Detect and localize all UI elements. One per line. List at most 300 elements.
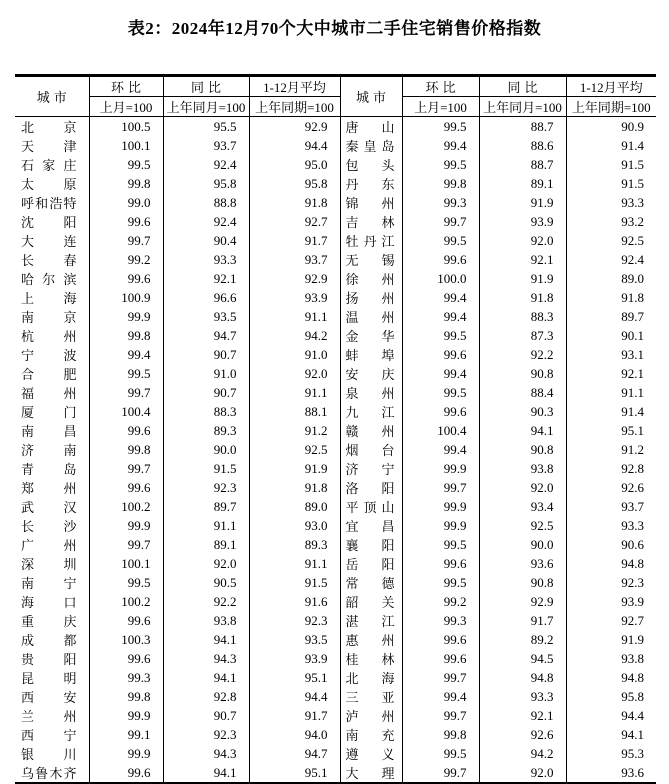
avg-value-left: 88.1 [249, 402, 340, 421]
yoy-value-left: 95.8 [163, 174, 249, 193]
city-name-left: 成都 [15, 630, 89, 649]
mom-value-right: 99.5 [402, 117, 479, 137]
mom-value-right: 99.5 [402, 383, 479, 402]
city-name-left: 深圳 [15, 554, 89, 573]
mom-value-right: 99.7 [402, 763, 479, 784]
avg-value-right: 93.6 [621, 764, 644, 780]
table-row [15, 573, 656, 592]
header-avg-left: 1-12月平均 [249, 76, 340, 97]
mom-value-left: 99.6 [89, 212, 163, 231]
yoy-value-right: 89.2 [479, 630, 566, 649]
yoy-value-right: 88.3 [479, 307, 566, 326]
mom-value-left: 99.8 [89, 174, 163, 193]
mom-value-left: 99.8 [89, 326, 163, 345]
yoy-value-right: 94.5 [479, 649, 566, 668]
table-row [15, 155, 656, 174]
mom-value-left: 99.7 [89, 231, 163, 250]
mom-value-right: 99.8 [402, 725, 479, 744]
city-name-left: 郑州 [15, 478, 89, 497]
avg-value-right: 92.8 [621, 460, 644, 476]
mom-value-right: 100.0 [402, 269, 479, 288]
city-name-right: 襄阳 [340, 535, 402, 554]
avg-value-right: 94.1 [621, 726, 644, 742]
yoy-value-left: 92.3 [163, 478, 249, 497]
header-yoy-base-left: 上年同月=100 [163, 97, 249, 117]
mom-value-left: 99.4 [89, 345, 163, 364]
city-name-right: 包头 [340, 155, 402, 174]
city-name-left: 福州 [15, 383, 89, 402]
mom-value-left: 100.5 [89, 117, 163, 137]
avg-value-right: 92.3 [621, 574, 644, 590]
avg-value-right: 93.7 [621, 498, 644, 514]
city-name-right: 洛阳 [340, 478, 402, 497]
city-name-left: 杭州 [15, 326, 89, 345]
city-name-left: 重庆 [15, 611, 89, 630]
yoy-value-right: 92.6 [479, 725, 566, 744]
yoy-value-right: 92.0 [479, 231, 566, 250]
mom-value-right: 99.7 [402, 478, 479, 497]
table-row [15, 364, 656, 383]
table-row [15, 459, 656, 478]
table-row [15, 288, 656, 307]
avg-value-right: 89.7 [621, 308, 644, 324]
city-name-left: 石家庄 [15, 155, 89, 174]
yoy-value-right: 90.8 [479, 573, 566, 592]
yoy-value-left: 92.1 [163, 269, 249, 288]
price-index-table [15, 74, 656, 784]
table-row [15, 136, 656, 155]
yoy-value-left: 88.3 [163, 402, 249, 421]
mom-value-right: 99.6 [402, 630, 479, 649]
city-name-left: 昆明 [15, 668, 89, 687]
city-name-right: 韶关 [340, 592, 402, 611]
city-name-right: 丹东 [340, 174, 402, 193]
table-row [15, 250, 656, 269]
city-name-right: 常德 [340, 573, 402, 592]
table-row [15, 649, 656, 668]
yoy-value-right: 90.8 [479, 440, 566, 459]
city-name-left: 呼和浩特 [15, 193, 89, 212]
mom-value-left: 100.2 [89, 497, 163, 516]
mom-value-right: 99.5 [402, 573, 479, 592]
avg-value-right: 91.5 [621, 175, 644, 191]
city-name-left: 乌鲁木齐 [15, 763, 89, 784]
avg-value-right: 93.9 [621, 593, 644, 609]
avg-value-right: 93.2 [621, 213, 644, 229]
city-name-left: 南京 [15, 307, 89, 326]
city-name-right: 锦州 [340, 193, 402, 212]
avg-value-right: 95.8 [621, 688, 644, 704]
avg-value-left: 92.3 [249, 611, 340, 630]
city-name-left: 合肥 [15, 364, 89, 383]
yoy-value-right: 88.6 [479, 136, 566, 155]
yoy-value-right: 93.4 [479, 497, 566, 516]
city-name-right: 岳阳 [340, 554, 402, 573]
city-name-right: 烟台 [340, 440, 402, 459]
yoy-value-right: 91.9 [479, 269, 566, 288]
mom-value-left: 99.7 [89, 459, 163, 478]
city-name-right: 宜昌 [340, 516, 402, 535]
city-name-right: 南充 [340, 725, 402, 744]
mom-value-left: 99.7 [89, 383, 163, 402]
city-name-right: 平顶山 [340, 497, 402, 516]
avg-value-right: 94.8 [621, 669, 644, 685]
yoy-value-left: 93.3 [163, 250, 249, 269]
city-name-left: 北京 [15, 117, 89, 137]
mom-value-right: 99.4 [402, 364, 479, 383]
city-name-right: 蚌埠 [340, 345, 402, 364]
yoy-value-right: 88.7 [479, 155, 566, 174]
yoy-value-right: 93.9 [479, 212, 566, 231]
yoy-value-left: 91.0 [163, 364, 249, 383]
yoy-value-left: 90.7 [163, 383, 249, 402]
mom-value-left: 99.6 [89, 269, 163, 288]
mom-value-right: 99.8 [402, 174, 479, 193]
avg-value-right: 90.1 [621, 327, 644, 343]
mom-value-left: 99.0 [89, 193, 163, 212]
table-row [15, 269, 656, 288]
table-row [15, 744, 656, 763]
yoy-value-left: 94.1 [163, 763, 249, 784]
mom-value-left: 99.1 [89, 725, 163, 744]
yoy-value-left: 90.4 [163, 231, 249, 250]
mom-value-right: 99.3 [402, 193, 479, 212]
city-name-right: 徐州 [340, 269, 402, 288]
avg-value-left: 91.1 [249, 307, 340, 326]
yoy-value-right: 94.2 [479, 744, 566, 763]
mom-value-right: 99.5 [402, 326, 479, 345]
yoy-value-left: 91.5 [163, 459, 249, 478]
mom-value-right: 99.4 [402, 307, 479, 326]
city-name-right: 惠州 [340, 630, 402, 649]
city-name-left: 西宁 [15, 725, 89, 744]
yoy-value-left: 88.8 [163, 193, 249, 212]
yoy-value-right: 94.8 [479, 668, 566, 687]
avg-value-right: 91.4 [621, 403, 644, 419]
city-name-right: 唐山 [340, 117, 402, 137]
mom-value-right: 100.4 [402, 421, 479, 440]
city-name-left: 上海 [15, 288, 89, 307]
table-header [15, 76, 656, 117]
avg-value-left: 89.0 [249, 497, 340, 516]
mom-value-right: 99.5 [402, 744, 479, 763]
yoy-value-left: 89.3 [163, 421, 249, 440]
mom-value-right: 99.4 [402, 440, 479, 459]
table-row [15, 307, 656, 326]
yoy-value-right: 92.1 [479, 250, 566, 269]
avg-value-left: 95.8 [249, 174, 340, 193]
city-name-left: 兰州 [15, 706, 89, 725]
table-row [15, 668, 656, 687]
yoy-value-left: 92.8 [163, 687, 249, 706]
city-name-left: 厦门 [15, 402, 89, 421]
table-row [15, 554, 656, 573]
city-name-left: 天津 [15, 136, 89, 155]
table-row [15, 383, 656, 402]
yoy-value-left: 92.0 [163, 554, 249, 573]
header-avg-right: 1-12月平均 [566, 76, 656, 97]
avg-value-right: 93.3 [621, 194, 644, 210]
yoy-value-right: 91.9 [479, 193, 566, 212]
mom-value-right: 99.5 [402, 535, 479, 554]
city-name-right: 泸州 [340, 706, 402, 725]
mom-value-left: 100.1 [89, 136, 163, 155]
avg-value-left: 91.7 [249, 706, 340, 725]
city-name-left: 宁波 [15, 345, 89, 364]
avg-value-right: 94.4 [621, 707, 644, 723]
city-name-right: 九江 [340, 402, 402, 421]
avg-value-right: 92.4 [621, 251, 644, 267]
mom-value-left: 100.3 [89, 630, 163, 649]
avg-value-right: 91.8 [621, 289, 644, 305]
avg-value-left: 92.0 [249, 364, 340, 383]
mom-value-left: 99.5 [89, 155, 163, 174]
city-name-left: 济南 [15, 440, 89, 459]
avg-value-left: 92.7 [249, 212, 340, 231]
city-name-right: 北海 [340, 668, 402, 687]
yoy-value-left: 92.4 [163, 155, 249, 174]
avg-value-right: 90.9 [621, 118, 644, 134]
avg-value-left: 91.0 [249, 345, 340, 364]
avg-value-right: 93.1 [621, 346, 644, 362]
avg-value-right: 91.5 [621, 156, 644, 172]
table-row [15, 763, 656, 784]
yoy-value-left: 94.7 [163, 326, 249, 345]
table-row [15, 592, 656, 611]
table-row [15, 212, 656, 231]
yoy-value-left: 89.1 [163, 535, 249, 554]
mom-value-left: 100.1 [89, 554, 163, 573]
mom-value-right: 99.6 [402, 250, 479, 269]
city-name-left: 沈阳 [15, 212, 89, 231]
avg-value-right: 89.0 [621, 270, 644, 286]
table-row [15, 193, 656, 212]
yoy-value-left: 94.3 [163, 649, 249, 668]
table-row [15, 535, 656, 554]
yoy-value-right: 92.1 [479, 706, 566, 725]
yoy-value-left: 96.6 [163, 288, 249, 307]
yoy-value-right: 92.2 [479, 345, 566, 364]
table-title: 表2：2024年12月70个大中城市二手住宅销售价格指数 [127, 19, 542, 38]
yoy-value-left: 90.0 [163, 440, 249, 459]
yoy-value-right: 90.8 [479, 364, 566, 383]
yoy-value-left: 92.3 [163, 725, 249, 744]
city-name-right: 大理 [340, 763, 402, 784]
avg-value-right: 93.3 [621, 517, 644, 533]
avg-value-right: 94.8 [621, 555, 644, 571]
yoy-value-right: 93.6 [479, 554, 566, 573]
mom-value-right: 99.9 [402, 459, 479, 478]
avg-value-right: 92.5 [621, 232, 644, 248]
mom-value-right: 99.5 [402, 155, 479, 174]
yoy-value-left: 90.7 [163, 706, 249, 725]
mom-value-left: 99.9 [89, 706, 163, 725]
yoy-value-right: 88.7 [479, 117, 566, 137]
yoy-value-left: 92.2 [163, 592, 249, 611]
mom-value-left: 99.5 [89, 573, 163, 592]
yoy-value-right: 91.7 [479, 611, 566, 630]
mom-value-left: 99.9 [89, 516, 163, 535]
city-name-left: 长沙 [15, 516, 89, 535]
mom-value-right: 99.7 [402, 212, 479, 231]
city-name-left: 银川 [15, 744, 89, 763]
yoy-value-left: 93.7 [163, 136, 249, 155]
avg-value-left: 95.0 [249, 155, 340, 174]
mom-value-left: 100.9 [89, 288, 163, 307]
yoy-value-left: 93.5 [163, 307, 249, 326]
yoy-value-left: 95.5 [163, 117, 249, 137]
mom-value-left: 99.6 [89, 421, 163, 440]
yoy-value-left: 90.7 [163, 345, 249, 364]
mom-value-left: 99.5 [89, 364, 163, 383]
table-row [15, 611, 656, 630]
city-name-left: 广州 [15, 535, 89, 554]
avg-value-left: 94.0 [249, 725, 340, 744]
city-name-left: 南昌 [15, 421, 89, 440]
table-row [15, 117, 656, 137]
city-name-left: 南宁 [15, 573, 89, 592]
header-mom-base-left: 上月=100 [89, 97, 163, 117]
header-yoy-left: 同比 [163, 76, 249, 97]
mom-value-left: 99.9 [89, 744, 163, 763]
avg-value-right: 90.6 [621, 536, 644, 552]
mom-value-left: 99.6 [89, 763, 163, 784]
header-mom-right: 环比 [402, 76, 479, 97]
city-name-right: 三亚 [340, 687, 402, 706]
mom-value-right: 99.6 [402, 402, 479, 421]
yoy-value-right: 92.0 [479, 763, 566, 784]
header-yoy-right: 同比 [479, 76, 566, 97]
mom-value-right: 99.9 [402, 497, 479, 516]
mom-value-right: 99.2 [402, 592, 479, 611]
yoy-value-right: 93.8 [479, 459, 566, 478]
table-row [15, 497, 656, 516]
header-yoy-base-right: 上年同月=100 [479, 97, 566, 117]
city-name-left: 青岛 [15, 459, 89, 478]
city-name-right: 秦皇岛 [340, 136, 402, 155]
city-name-right: 赣州 [340, 421, 402, 440]
yoy-value-right: 93.3 [479, 687, 566, 706]
table-row [15, 345, 656, 364]
mom-value-right: 99.9 [402, 516, 479, 535]
table-body [15, 117, 656, 784]
city-name-right: 济宁 [340, 459, 402, 478]
city-name-right: 桂林 [340, 649, 402, 668]
yoy-value-right: 87.3 [479, 326, 566, 345]
city-name-right: 牡丹江 [340, 231, 402, 250]
table-row [15, 725, 656, 744]
yoy-value-left: 94.1 [163, 630, 249, 649]
avg-value-left: 93.9 [249, 649, 340, 668]
header-city-left: 城市 [15, 76, 89, 117]
yoy-value-right: 94.1 [479, 421, 566, 440]
mom-value-right: 99.4 [402, 136, 479, 155]
city-name-left: 西安 [15, 687, 89, 706]
mom-value-right: 99.4 [402, 288, 479, 307]
avg-value-right: 92.6 [621, 479, 644, 495]
yoy-value-left: 93.8 [163, 611, 249, 630]
mom-value-right: 99.4 [402, 687, 479, 706]
table-row [15, 630, 656, 649]
table-row [15, 516, 656, 535]
mom-value-left: 99.8 [89, 440, 163, 459]
avg-value-left: 91.5 [249, 573, 340, 592]
mom-value-left: 100.2 [89, 592, 163, 611]
yoy-value-left: 89.7 [163, 497, 249, 516]
city-name-right: 湛江 [340, 611, 402, 630]
avg-value-left: 91.1 [249, 554, 340, 573]
table-row [15, 174, 656, 193]
mom-value-left: 99.3 [89, 668, 163, 687]
avg-value-left: 94.4 [249, 687, 340, 706]
mom-value-right: 99.7 [402, 668, 479, 687]
avg-value-left: 91.8 [249, 193, 340, 212]
city-name-right: 泉州 [340, 383, 402, 402]
mom-value-right: 99.6 [402, 649, 479, 668]
avg-value-left: 91.2 [249, 421, 340, 440]
city-name-left: 哈尔滨 [15, 269, 89, 288]
city-name-right: 遵义 [340, 744, 402, 763]
mom-value-right: 99.3 [402, 611, 479, 630]
avg-value-right: 92.1 [621, 365, 644, 381]
avg-value-right: 93.8 [621, 650, 644, 666]
avg-value-left: 89.3 [249, 535, 340, 554]
yoy-value-right: 90.3 [479, 402, 566, 421]
avg-value-right: 91.2 [621, 441, 644, 457]
avg-value-left: 94.2 [249, 326, 340, 345]
avg-value-left: 93.9 [249, 288, 340, 307]
city-name-right: 温州 [340, 307, 402, 326]
yoy-value-left: 94.1 [163, 668, 249, 687]
avg-value-left: 93.0 [249, 516, 340, 535]
yoy-value-right: 92.5 [479, 516, 566, 535]
city-name-right: 安庆 [340, 364, 402, 383]
table-row [15, 326, 656, 345]
table-row [15, 231, 656, 250]
yoy-value-left: 91.1 [163, 516, 249, 535]
avg-value-right: 91.9 [621, 631, 644, 647]
city-name-left: 太原 [15, 174, 89, 193]
avg-value-left: 92.5 [249, 440, 340, 459]
mom-value-left: 99.7 [89, 535, 163, 554]
city-name-left: 海口 [15, 592, 89, 611]
city-name-right: 吉林 [340, 212, 402, 231]
yoy-value-right: 90.0 [479, 535, 566, 554]
city-name-right: 无锡 [340, 250, 402, 269]
header-city-right: 城市 [340, 76, 402, 117]
header-mom-left: 环比 [89, 76, 163, 97]
table-row [15, 421, 656, 440]
city-name-left: 武汉 [15, 497, 89, 516]
yoy-value-right: 89.1 [479, 174, 566, 193]
mom-value-left: 99.9 [89, 307, 163, 326]
avg-value-left: 91.7 [249, 231, 340, 250]
table-row [15, 402, 656, 421]
mom-value-left: 100.4 [89, 402, 163, 421]
avg-value-left: 94.7 [249, 744, 340, 763]
table-row [15, 478, 656, 497]
city-name-left: 大连 [15, 231, 89, 250]
mom-value-right: 99.6 [402, 554, 479, 573]
yoy-value-left: 94.3 [163, 744, 249, 763]
avg-value-left: 93.5 [249, 630, 340, 649]
avg-value-left: 91.6 [249, 592, 340, 611]
yoy-value-left: 92.4 [163, 212, 249, 231]
header-mom-base-right: 上月=100 [402, 97, 479, 117]
table-row [15, 706, 656, 725]
city-name-right: 扬州 [340, 288, 402, 307]
mom-value-left: 99.6 [89, 611, 163, 630]
